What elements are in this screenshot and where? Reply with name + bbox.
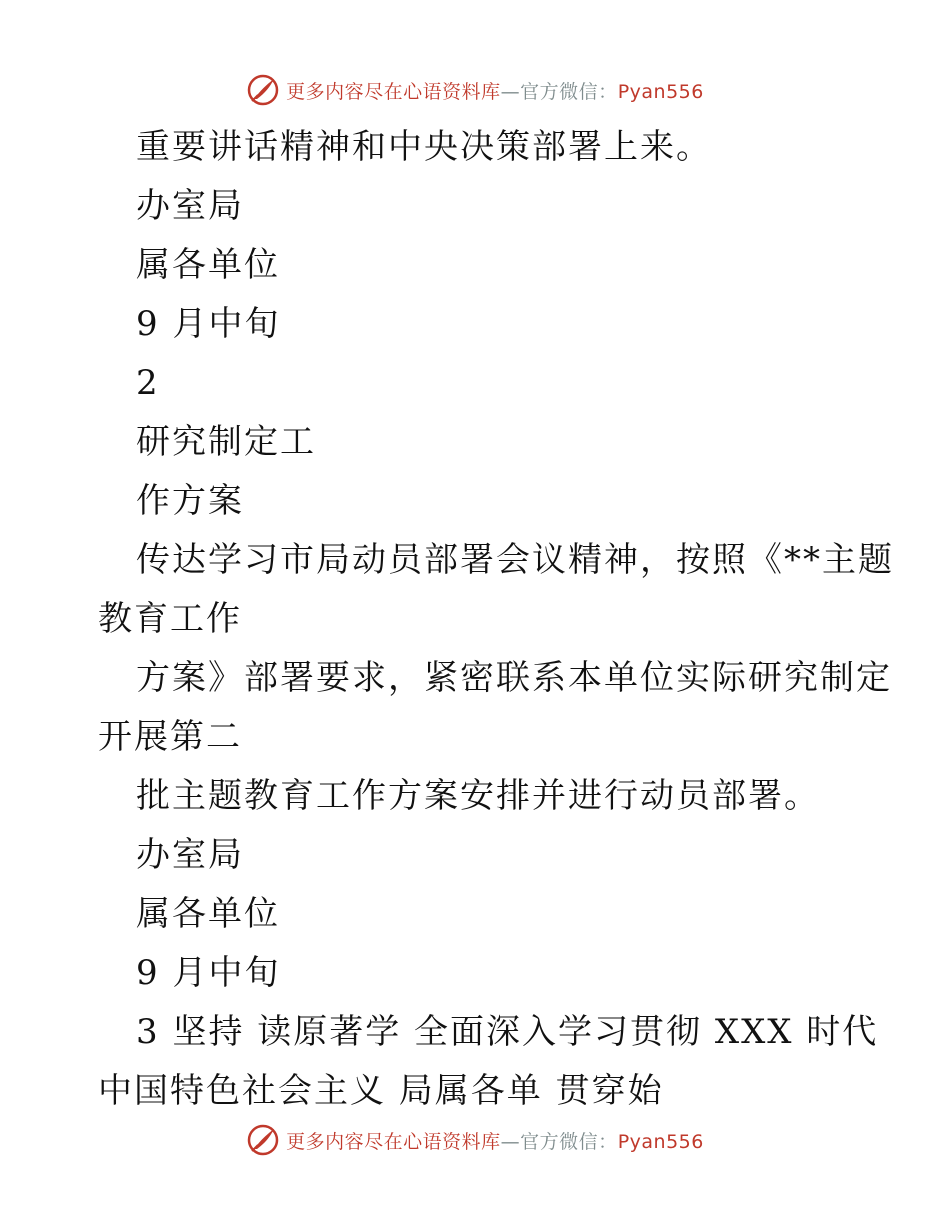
- banner-library-text: 更多内容尽在心语资料库: [286, 1130, 501, 1153]
- document-body: [98, 118, 894, 1121]
- footer-watermark: [0, 1120, 950, 1160]
- text-line: 办室局: [136, 186, 244, 226]
- text-line: 传达学习市局动员部署会议精神，按照《**主题: [136, 540, 894, 580]
- text-line: 9 月中旬: [136, 304, 281, 344]
- text-line: 教育工作: [98, 599, 242, 639]
- banner-dash: —: [500, 1130, 521, 1153]
- text-line: 方案》部署要求，紧密联系本单位实际研究制定: [136, 658, 892, 698]
- header-watermark: [0, 70, 950, 110]
- text-line: 研究制定工: [136, 422, 316, 462]
- text-line: 开展第二: [98, 717, 242, 757]
- banner-wechat-id: Pyan556: [617, 80, 704, 103]
- text-line: 中国特色社会主义 局属各单 贯穿始: [98, 1071, 664, 1111]
- text-line: 2: [136, 363, 160, 403]
- text-line: 办室局: [136, 835, 244, 875]
- banner-dash: —: [500, 80, 521, 103]
- text-line: 属各单位: [136, 894, 280, 934]
- text-line: 批主题教育工作方案安排并进行动员部署。: [136, 776, 820, 816]
- quill-logo-icon: [246, 1123, 280, 1157]
- text-line: 作方案: [136, 481, 244, 521]
- banner-library-text: 更多内容尽在心语资料库: [286, 80, 501, 103]
- text-line: 9 月中旬: [136, 953, 281, 993]
- text-line: 重要讲话精神和中央决策部署上来。: [136, 127, 712, 167]
- banner-official-label: 官方微信：: [520, 1130, 618, 1153]
- text-line: 3 坚持 读原著学 全面深入学习贯彻 XXX 时代: [136, 1012, 879, 1052]
- quill-logo-icon: [246, 73, 280, 107]
- banner-wechat-id: Pyan556: [617, 1130, 704, 1153]
- banner-official-label: 官方微信：: [520, 80, 618, 103]
- text-line: 属各单位: [136, 245, 280, 285]
